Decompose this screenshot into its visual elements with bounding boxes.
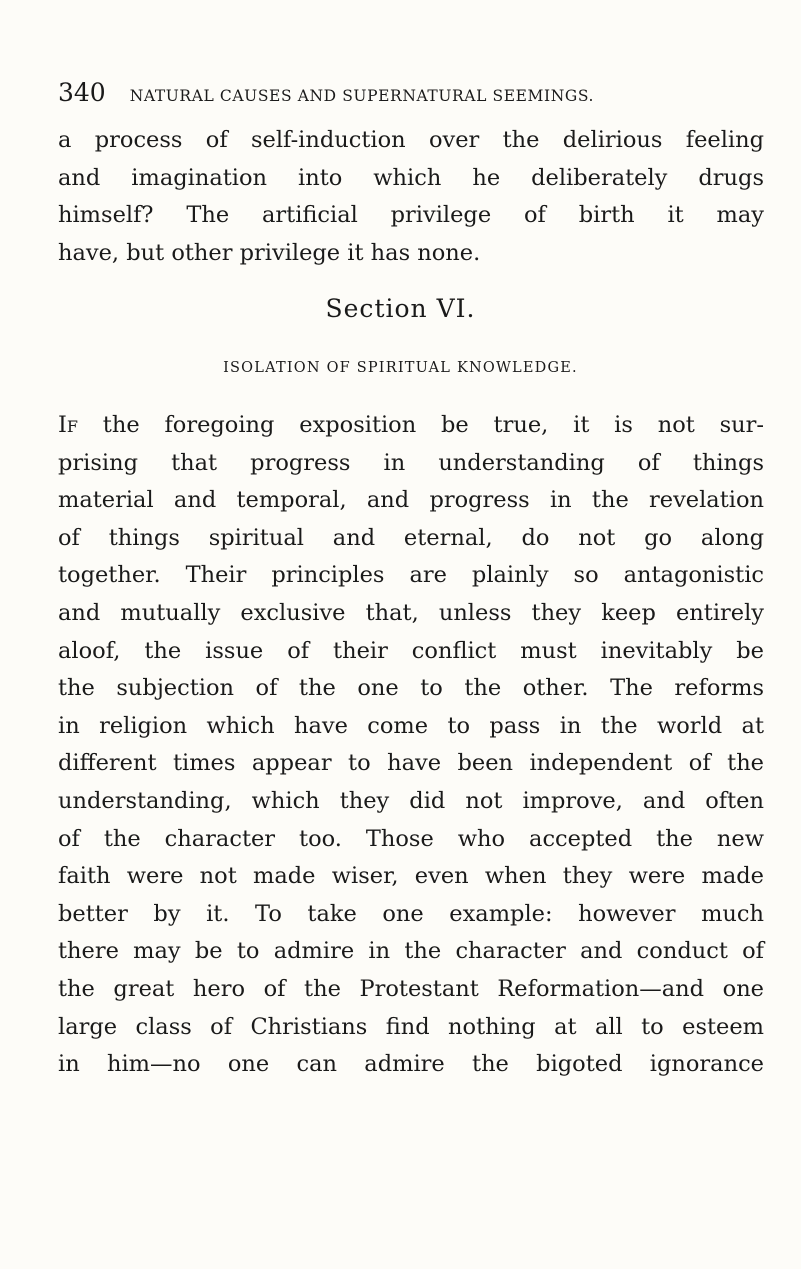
text-line: there may be to admire in the character and conduct of — [58, 938, 764, 965]
text-line: together. Their principles are plainly so antagonistic — [58, 562, 764, 589]
text-line: understanding, which they did not improve, and often — [58, 787, 764, 814]
text-line: prising that progress in understanding of things — [58, 449, 764, 476]
text-line: different times appear to have been independent of the — [58, 750, 764, 777]
text-line: faith were not made wiser, even when they were made — [58, 863, 764, 890]
text-line: have, but other privilege it has none. — [58, 239, 481, 266]
text-line: aloof, the issue of their conflict must inevitably be — [58, 637, 764, 664]
text-line: of the character too. Those who accepted the new — [58, 825, 764, 852]
first-line-rest: the foregoing exposition be true, it is not sur- — [78, 412, 764, 438]
section-title: Section VI. — [325, 294, 476, 323]
text-line: material and temporal, and progress in the revelation — [58, 487, 764, 514]
text-line: and mutually exclusive that, unless they keep entirely — [58, 599, 764, 626]
running-title: NATURAL CAUSES AND SUPERNATURAL SEEMINGS. — [129, 87, 595, 105]
section-subtitle: ISOLATION OF SPIRITUAL KNOWLEDGE. — [223, 360, 578, 376]
text-line: in him—no one can admire the bigoted ignorance — [58, 1051, 764, 1078]
running-head — [58, 78, 758, 108]
paragraph-section-body — [58, 407, 764, 1084]
text-line: large class of Christians find nothing at all to esteem — [58, 1013, 764, 1040]
text-line: in religion which have come to pass in the world at — [58, 712, 764, 739]
text-line: of things spiritual and eternal, do not go along — [58, 524, 764, 551]
text-line: the great hero of the Protestant Reformation—and one — [58, 975, 764, 1002]
text-line-first — [58, 407, 764, 445]
text-line: and imagination into which he deliberately drugs — [58, 164, 764, 191]
text-line: the subjection of the one to the other. The reforms — [58, 675, 764, 702]
initial-word: If — [58, 412, 78, 438]
page-number: 340 — [58, 78, 106, 107]
paragraph-continued — [58, 122, 764, 272]
text-line: a process of self-induction over the delirious feeling — [58, 127, 764, 153]
text-line: better by it. To take one example: however much — [58, 900, 764, 927]
text-line: himself? The artificial privilege of birth it may — [58, 202, 764, 229]
